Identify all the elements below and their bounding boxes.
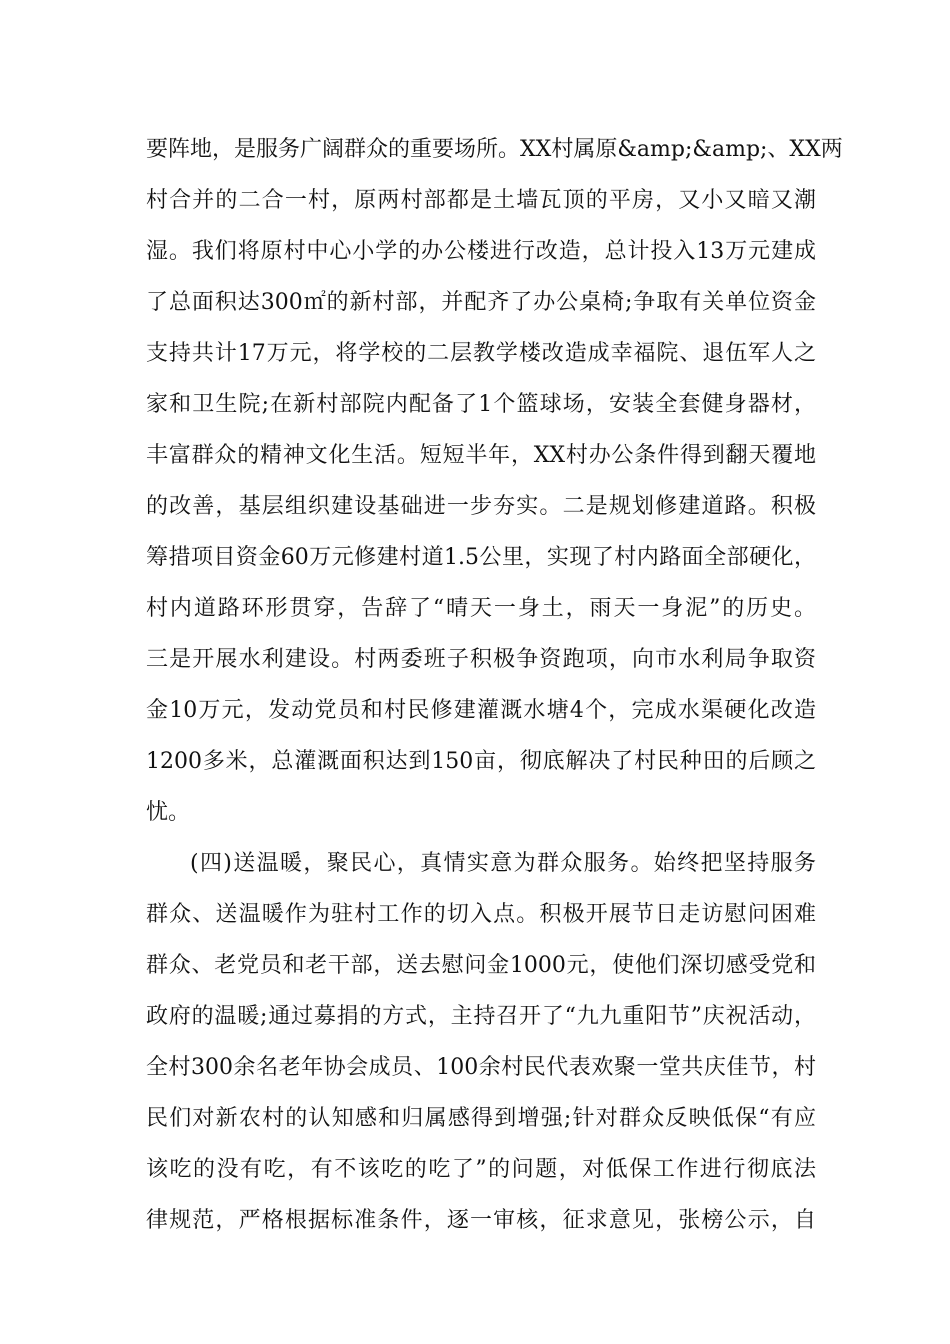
text-line: 政府的温暖;通过募捐的方式，主持召开了“九九重阳节”庆祝活动，: [146, 1004, 816, 1029]
text-line: 要阵地，是服务广阔群众的重要场所。XX村属原&amp;&amp;、XX两: [146, 137, 843, 162]
paragraph-end-line: 忧。: [146, 800, 191, 825]
text-line: 全村300余名老年协会成员、100余村民代表欢聚一堂共庆佳节，村: [146, 1055, 816, 1080]
paragraph-first-line: (四)送温暖，聚民心，真情实意为群众服务。始终把坚持服务: [190, 851, 816, 876]
text-line: 筹措项目资金60万元修建村道1.5公里，实现了村内路面全部硬化，: [146, 545, 816, 570]
text-line: 村合并的二合一村，原两村部都是土墙瓦顶的平房，又小又暗又潮: [146, 188, 816, 213]
text-line: 群众、送温暖作为驻村工作的切入点。积极开展节日走访慰问困难: [146, 902, 816, 927]
text-line: 律规范，严格根据标准条件，逐一审核，征求意见，张榜公示，自: [146, 1208, 816, 1233]
text-line: 金10万元，发动党员和村民修建灌溉水塘4个，完成水渠硬化改造: [146, 698, 816, 723]
text-line: 该吃的没有吃，有不该吃的吃了”的问题，对低保工作进行彻底法: [146, 1157, 816, 1182]
text-line: 三是开展水利建设。村两委班子积极争资跑项，向市水利局争取资: [146, 647, 816, 672]
text-line: 1200多米，总灌溉面积达到150亩，彻底解决了村民种田的后顾之: [146, 749, 816, 774]
text-line: 的改善，基层组织建设基础进一步夯实。二是规划修建道路。积极: [146, 494, 816, 519]
text-line: 家和卫生院;在新村部院内配备了1个篮球场，安装全套健身器材，: [146, 392, 816, 417]
text-line: 群众、老党员和老干部，送去慰问金1000元，使他们深切感受党和: [146, 953, 816, 978]
text-line: 村内道路环形贯穿，告辞了“晴天一身土，雨天一身泥”的历史。: [146, 596, 816, 621]
text-line: 了总面积达300㎡的新村部，并配齐了办公桌椅;争取有关单位资金: [146, 290, 816, 315]
text-line: 丰富群众的精神文化生活。短短半年，XX村办公条件得到翻天覆地: [146, 443, 816, 468]
text-line: 民们对新农村的认知感和归属感得到增强;针对群众反映低保“有应: [146, 1106, 816, 1131]
text-line: 支持共计17万元，将学校的二层教学楼改造成幸福院、退伍军人之: [146, 341, 816, 366]
body-text: [146, 124, 843, 1246]
text-line: 湿。我们将原村中心小学的办公楼进行改造，总计投入13万元建成: [146, 239, 816, 264]
